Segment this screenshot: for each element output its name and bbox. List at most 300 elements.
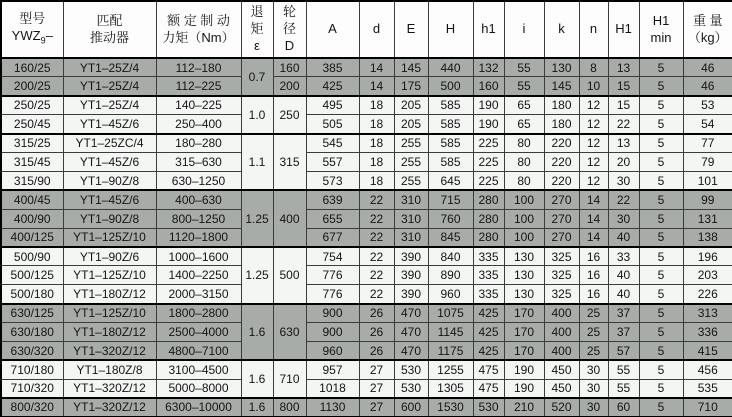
cell-H1-min: 5 (639, 228, 683, 247)
cell-E: 530 (394, 379, 428, 398)
cell-H: 1530 (428, 398, 473, 417)
cell-H1: 20 (608, 152, 639, 171)
cell-h1: 280 (473, 190, 504, 209)
cell-model: 315/90 (1, 171, 63, 190)
cell-E: 255 (394, 171, 428, 190)
cell-i: 55 (504, 58, 544, 77)
cell-i: 130 (504, 266, 544, 285)
cell-model: 315/45 (1, 152, 63, 171)
header-thruster: 匹配 推动器 (63, 1, 156, 58)
cell-thruster: YT1–125Z/10 (63, 266, 156, 285)
cell-d: 22 (359, 266, 394, 285)
cell-E: 310 (394, 228, 428, 247)
cell-H1-min: 5 (639, 341, 683, 360)
cell-H: 890 (428, 266, 473, 285)
cell-k: 325 (544, 247, 579, 266)
table-row (1, 77, 732, 96)
cell-weight: 101 (683, 171, 732, 190)
cell-h1: 160 (473, 77, 504, 96)
cell-i: 100 (504, 190, 544, 209)
cell-H1: 33 (608, 247, 639, 266)
cell-h1: 335 (473, 285, 504, 304)
cell-thruster: YT1–320Z/12 (63, 398, 156, 417)
cell-retreat: 1.6 (241, 398, 273, 417)
cell-H1: 15 (608, 77, 639, 96)
cell-weight: 226 (683, 285, 732, 304)
cell-H1: 57 (608, 341, 639, 360)
cell-retreat: 1.25 (241, 190, 273, 247)
cell-h1: 225 (473, 152, 504, 171)
cell-H1-min: 5 (639, 398, 683, 417)
cell-H1: 37 (608, 304, 639, 323)
cell-torque: 315–630 (156, 152, 241, 171)
cell-i: 210 (504, 398, 544, 417)
cell-H1-min: 5 (639, 209, 683, 228)
cell-H: 715 (428, 190, 473, 209)
cell-h1: 225 (473, 171, 504, 190)
cell-torque: 140–225 (156, 96, 241, 115)
header-k: k (544, 1, 579, 58)
cell-d: 14 (359, 77, 394, 96)
cell-k: 180 (544, 115, 579, 134)
cell-h1: 475 (473, 360, 504, 379)
cell-model: 250/45 (1, 115, 63, 134)
cell-retreat: 1.6 (241, 360, 273, 398)
cell-n: 8 (579, 58, 608, 77)
cell-A: 425 (306, 77, 359, 96)
cell-E: 390 (394, 266, 428, 285)
header-d: d (359, 1, 394, 58)
cell-d: 27 (359, 360, 394, 379)
table-row (1, 266, 732, 285)
cell-wheel-diameter: 800 (273, 398, 306, 417)
cell-k: 270 (544, 209, 579, 228)
cell-n: 14 (579, 209, 608, 228)
cell-weight: 77 (683, 134, 732, 153)
cell-H1: 40 (608, 285, 639, 304)
cell-model: 160/25 (1, 58, 63, 77)
cell-A: 776 (306, 266, 359, 285)
cell-A: 960 (306, 341, 359, 360)
cell-H1-min: 5 (639, 96, 683, 115)
cell-n: 30 (579, 379, 608, 398)
cell-weight: 196 (683, 247, 732, 266)
cell-i: 80 (504, 134, 544, 153)
cell-weight: 46 (683, 77, 732, 96)
cell-model: 400/125 (1, 228, 63, 247)
cell-torque: 112–180 (156, 58, 241, 77)
cell-k: 220 (544, 171, 579, 190)
cell-d: 22 (359, 285, 394, 304)
cell-A: 776 (306, 285, 359, 304)
cell-H1-min: 5 (639, 247, 683, 266)
table-row (1, 379, 732, 398)
cell-H1-min: 5 (639, 115, 683, 134)
cell-h1: 335 (473, 247, 504, 266)
cell-weight: 415 (683, 341, 732, 360)
cell-retreat: 0.7 (241, 58, 273, 96)
table-row (1, 398, 732, 417)
cell-H1-min: 5 (639, 77, 683, 96)
cell-A: 957 (306, 360, 359, 379)
cell-h1: 425 (473, 322, 504, 341)
cell-i: 190 (504, 360, 544, 379)
cell-H: 1305 (428, 379, 473, 398)
cell-n: 12 (579, 115, 608, 134)
cell-H: 585 (428, 96, 473, 115)
cell-thruster: YT1–45Z/6 (63, 190, 156, 209)
header-H1: H1 (608, 1, 639, 58)
header-row (1, 1, 732, 58)
cell-wheel-diameter: 710 (273, 360, 306, 398)
cell-weight: 710 (683, 398, 732, 417)
cell-n: 16 (579, 247, 608, 266)
cell-thruster: YT1–90Z/6 (63, 247, 156, 266)
cell-H1-min: 5 (639, 304, 683, 323)
cell-weight: 456 (683, 360, 732, 379)
cell-retreat: 1.6 (241, 304, 273, 361)
cell-H: 585 (428, 115, 473, 134)
cell-n: 16 (579, 285, 608, 304)
cell-d: 22 (359, 190, 394, 209)
cell-weight: 46 (683, 58, 732, 77)
cell-model: 250/25 (1, 96, 63, 115)
cell-H1: 40 (608, 228, 639, 247)
cell-i: 55 (504, 77, 544, 96)
cell-thruster: YT1–25Z/4 (63, 96, 156, 115)
cell-H: 1145 (428, 322, 473, 341)
cell-A: 545 (306, 134, 359, 153)
cell-H: 760 (428, 209, 473, 228)
table-row (1, 96, 732, 115)
cell-torque: 112–225 (156, 77, 241, 96)
table-row (1, 304, 732, 323)
cell-k: 130 (544, 58, 579, 77)
cell-H: 645 (428, 171, 473, 190)
cell-wheel-diameter: 630 (273, 304, 306, 361)
cell-H1-min: 5 (639, 134, 683, 153)
cell-H: 585 (428, 152, 473, 171)
cell-n: 25 (579, 304, 608, 323)
cell-A: 385 (306, 58, 359, 77)
cell-H1-min: 5 (639, 285, 683, 304)
cell-n: 12 (579, 134, 608, 153)
cell-retreat: 1.25 (241, 247, 273, 304)
cell-H: 500 (428, 77, 473, 96)
cell-E: 390 (394, 247, 428, 266)
header-wheel-diameter: 轮 径 D (273, 1, 306, 58)
cell-A: 655 (306, 209, 359, 228)
cell-E: 310 (394, 190, 428, 209)
table-row (1, 228, 732, 247)
cell-thruster: YT1–320Z/12 (63, 341, 156, 360)
cell-H: 960 (428, 285, 473, 304)
cell-weight: 53 (683, 96, 732, 115)
cell-k: 450 (544, 360, 579, 379)
cell-thruster: YT1–45Z/6 (63, 152, 156, 171)
cell-i: 170 (504, 341, 544, 360)
cell-model: 500/125 (1, 266, 63, 285)
cell-i: 80 (504, 152, 544, 171)
header-model: 型号 $YWZ_9-$ (1, 1, 63, 58)
cell-torque: 1000–1600 (156, 247, 241, 266)
cell-n: 14 (579, 190, 608, 209)
cell-k: 220 (544, 134, 579, 153)
table-row (1, 322, 732, 341)
cell-model: 500/180 (1, 285, 63, 304)
table-row (1, 152, 732, 171)
cell-thruster: YT1–125Z/10 (63, 304, 156, 323)
cell-H1: 22 (608, 115, 639, 134)
cell-h1: 225 (473, 134, 504, 153)
cell-H1: 55 (608, 379, 639, 398)
cell-model: 800/320 (1, 398, 63, 417)
cell-E: 255 (394, 134, 428, 153)
cell-h1: 335 (473, 266, 504, 285)
spec-table-body (1, 58, 732, 417)
cell-torque: 4800–7100 (156, 341, 241, 360)
cell-i: 130 (504, 247, 544, 266)
cell-i: 80 (504, 171, 544, 190)
cell-n: 12 (579, 96, 608, 115)
cell-k: 520 (544, 398, 579, 417)
header-h1: h1 (473, 1, 504, 58)
cell-k: 400 (544, 322, 579, 341)
cell-torque: 800–1250 (156, 209, 241, 228)
cell-n: 12 (579, 152, 608, 171)
cell-thruster: YT1–45Z/6 (63, 115, 156, 134)
cell-weight: 336 (683, 322, 732, 341)
cell-H: 845 (428, 228, 473, 247)
cell-thruster: YT1–90Z/8 (63, 171, 156, 190)
cell-retreat: 1.1 (241, 134, 273, 191)
cell-torque: 5000–8000 (156, 379, 241, 398)
cell-wheel-diameter: 500 (273, 247, 306, 304)
cell-model: 630/320 (1, 341, 63, 360)
cell-h1: 425 (473, 304, 504, 323)
cell-i: 65 (504, 115, 544, 134)
header-weight: 重 量 （kg） (683, 1, 732, 58)
cell-model: 630/180 (1, 322, 63, 341)
cell-k: 145 (544, 77, 579, 96)
cell-n: 25 (579, 341, 608, 360)
cell-retreat: 1.0 (241, 96, 273, 134)
cell-i: 170 (504, 304, 544, 323)
cell-h1: 190 (473, 115, 504, 134)
cell-i: 100 (504, 209, 544, 228)
cell-k: 325 (544, 285, 579, 304)
cell-torque: 400–630 (156, 190, 241, 209)
cell-H1: 15 (608, 96, 639, 115)
header-E: E (394, 1, 428, 58)
cell-torque: 630–1250 (156, 171, 241, 190)
cell-A: 1130 (306, 398, 359, 417)
cell-H1: 13 (608, 58, 639, 77)
cell-H: 1255 (428, 360, 473, 379)
cell-H1-min: 5 (639, 58, 683, 77)
cell-H1-min: 5 (639, 190, 683, 209)
cell-torque: 250–400 (156, 115, 241, 134)
cell-A: 677 (306, 228, 359, 247)
table-row (1, 360, 732, 379)
cell-H1: 30 (608, 171, 639, 190)
cell-thruster: YT1–25Z/4 (63, 77, 156, 96)
cell-E: 205 (394, 115, 428, 134)
header-n: n (579, 1, 608, 58)
cell-model: 400/45 (1, 190, 63, 209)
cell-E: 470 (394, 341, 428, 360)
cell-E: 470 (394, 322, 428, 341)
cell-k: 220 (544, 152, 579, 171)
cell-H1-min: 5 (639, 266, 683, 285)
header-torque: 额 定 制 动 力矩（Nm） (156, 1, 241, 58)
table-row (1, 285, 732, 304)
cell-model: 710/180 (1, 360, 63, 379)
cell-H1-min: 5 (639, 322, 683, 341)
cell-d: 27 (359, 379, 394, 398)
cell-model: 200/25 (1, 77, 63, 96)
table-row (1, 115, 732, 134)
cell-i: 130 (504, 285, 544, 304)
cell-thruster: YT1–90Z/8 (63, 209, 156, 228)
cell-d: 22 (359, 228, 394, 247)
cell-torque: 2000–3150 (156, 285, 241, 304)
cell-d: 18 (359, 115, 394, 134)
cell-torque: 1800–2800 (156, 304, 241, 323)
cell-d: 18 (359, 96, 394, 115)
cell-d: 18 (359, 134, 394, 153)
cell-torque: 6300–10000 (156, 398, 241, 417)
cell-weight: 131 (683, 209, 732, 228)
cell-thruster: YT1–320Z/12 (63, 379, 156, 398)
table-row (1, 134, 732, 153)
cell-n: 16 (579, 266, 608, 285)
cell-A: 639 (306, 190, 359, 209)
cell-i: 190 (504, 379, 544, 398)
cell-d: 18 (359, 171, 394, 190)
header-A: A (306, 1, 359, 58)
cell-n: 12 (579, 171, 608, 190)
cell-weight: 138 (683, 228, 732, 247)
cell-A: 754 (306, 247, 359, 266)
cell-wheel-diameter: 400 (273, 190, 306, 247)
cell-d: 14 (359, 58, 394, 77)
cell-torque: 180–280 (156, 134, 241, 153)
cell-i: 170 (504, 322, 544, 341)
cell-E: 600 (394, 398, 428, 417)
cell-E: 255 (394, 152, 428, 171)
cell-d: 22 (359, 209, 394, 228)
cell-weight: 535 (683, 379, 732, 398)
header-retreat: 退 矩 ε (241, 1, 273, 58)
cell-thruster: YT1–125Z/10 (63, 228, 156, 247)
cell-E: 470 (394, 304, 428, 323)
cell-d: 26 (359, 304, 394, 323)
cell-H: 585 (428, 134, 473, 153)
cell-thruster: YT1–25Z/4 (63, 58, 156, 77)
cell-thruster: YT1–180Z/12 (63, 285, 156, 304)
cell-model: 400/90 (1, 209, 63, 228)
cell-k: 450 (544, 379, 579, 398)
cell-k: 270 (544, 228, 579, 247)
cell-h1: 530 (473, 398, 504, 417)
cell-model: 500/90 (1, 247, 63, 266)
header-H: H (428, 1, 473, 58)
cell-H1: 13 (608, 134, 639, 153)
cell-h1: 132 (473, 58, 504, 77)
cell-d: 18 (359, 152, 394, 171)
cell-weight: 313 (683, 304, 732, 323)
table-row (1, 190, 732, 209)
cell-E: 310 (394, 209, 428, 228)
cell-H: 1175 (428, 341, 473, 360)
cell-A: 573 (306, 171, 359, 190)
cell-wheel-diameter: 315 (273, 134, 306, 191)
cell-wheel-diameter: 200 (273, 77, 306, 96)
cell-k: 400 (544, 341, 579, 360)
cell-n: 10 (579, 77, 608, 96)
cell-H1: 55 (608, 360, 639, 379)
cell-E: 145 (394, 58, 428, 77)
cell-H1-min: 5 (639, 379, 683, 398)
cell-weight: 79 (683, 152, 732, 171)
cell-E: 175 (394, 77, 428, 96)
spec-table-header (1, 1, 732, 58)
cell-weight: 54 (683, 115, 732, 134)
cell-torque: 2500–4000 (156, 322, 241, 341)
cell-torque: 1400–2250 (156, 266, 241, 285)
table-row (1, 209, 732, 228)
cell-A: 1018 (306, 379, 359, 398)
cell-k: 325 (544, 266, 579, 285)
cell-H1-min: 5 (639, 171, 683, 190)
cell-model: 710/320 (1, 379, 63, 398)
cell-k: 270 (544, 190, 579, 209)
cell-weight: 99 (683, 190, 732, 209)
cell-wheel-diameter: 160 (273, 58, 306, 77)
cell-d: 27 (359, 398, 394, 417)
cell-torque: 3100–4500 (156, 360, 241, 379)
cell-H1: 60 (608, 398, 639, 417)
header-H1-min: H1 min (639, 1, 683, 58)
cell-model: 630/125 (1, 304, 63, 323)
cell-E: 205 (394, 96, 428, 115)
cell-k: 180 (544, 96, 579, 115)
cell-H1: 30 (608, 209, 639, 228)
cell-model: 315/25 (1, 134, 63, 153)
cell-i: 100 (504, 228, 544, 247)
cell-thruster: YT1–25ZC/4 (63, 134, 156, 153)
cell-h1: 280 (473, 209, 504, 228)
cell-H: 840 (428, 247, 473, 266)
cell-A: 557 (306, 152, 359, 171)
cell-i: 65 (504, 96, 544, 115)
cell-h1: 280 (473, 228, 504, 247)
cell-H1-min: 5 (639, 360, 683, 379)
cell-E: 530 (394, 360, 428, 379)
cell-n: 14 (579, 228, 608, 247)
cell-A: 900 (306, 304, 359, 323)
table-row (1, 171, 732, 190)
cell-n: 25 (579, 322, 608, 341)
table-row (1, 247, 732, 266)
cell-A: 495 (306, 96, 359, 115)
cell-A: 900 (306, 322, 359, 341)
cell-wheel-diameter: 250 (273, 96, 306, 134)
cell-A: 505 (306, 115, 359, 134)
cell-k: 400 (544, 304, 579, 323)
header-i: i (504, 1, 544, 58)
